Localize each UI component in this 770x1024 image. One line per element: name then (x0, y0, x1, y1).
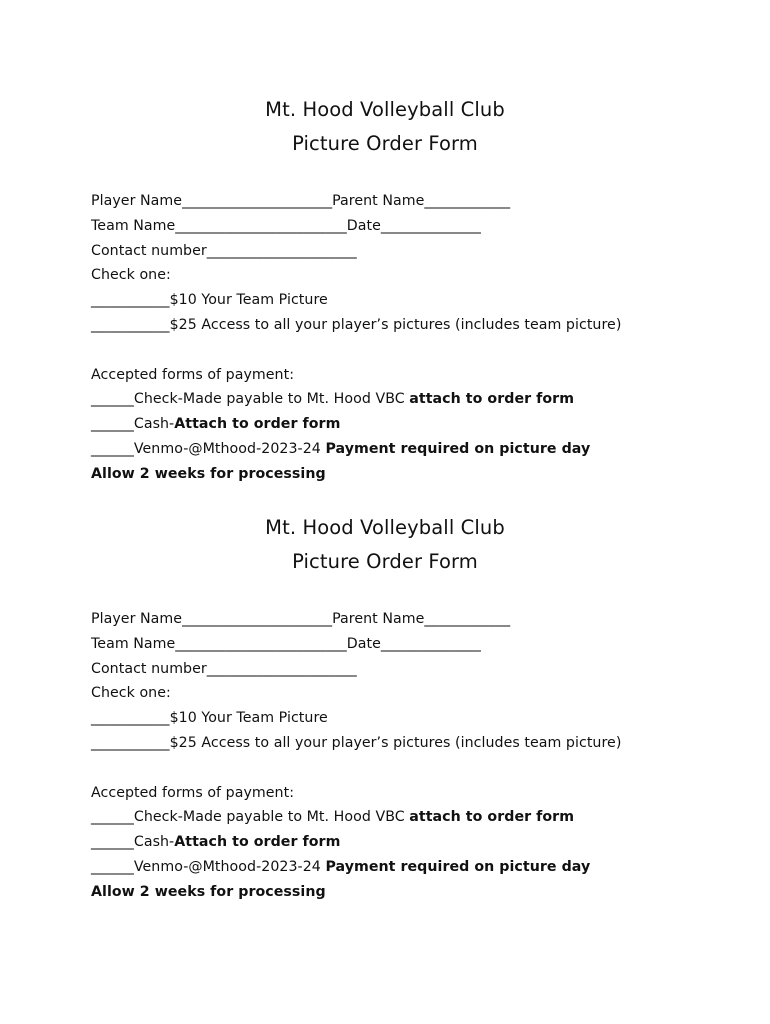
payment-check-text: ______Check-Made payable to Mt. Hood VBC (91, 809, 410, 826)
spacer (91, 338, 621, 363)
payment-check (91, 805, 621, 830)
payment-cash (91, 830, 621, 855)
processing-note: Allow 2 weeks for processing (91, 465, 326, 482)
payment-venmo (91, 855, 621, 880)
order-form-2 (0, 511, 770, 900)
form-fields (91, 607, 621, 905)
option-team-picture: ___________$10 Your Team Picture (91, 292, 328, 309)
payment-cash (91, 412, 621, 437)
club-title: Mt. Hood Volleyball Club (265, 98, 505, 121)
payment-check-note: attach to order form (409, 391, 575, 408)
form-title: Picture Order Form (292, 550, 478, 573)
club-title: Mt. Hood Volleyball Club (265, 516, 505, 539)
team-name-date-line: Team Name________________________Date______________ (91, 217, 481, 234)
order-form-1 (0, 93, 770, 482)
payment-venmo (91, 437, 621, 462)
payment-venmo-text: ______Venmo-@Mthood-2023-24 (91, 440, 326, 457)
payment-cash-note: Attach to order form (174, 834, 341, 851)
payment-cash-note: Attach to order form (174, 416, 341, 433)
contact-number-line: Contact number_____________________ (91, 242, 357, 259)
check-one-label: Check one: (91, 685, 171, 702)
spacer (91, 756, 621, 781)
payment-cash-text: ______Cash- (91, 416, 175, 433)
payment-check (91, 387, 621, 412)
contact-number-line: Contact number_____________________ (91, 660, 357, 677)
form-fields (91, 189, 621, 487)
option-team-picture: ___________$10 Your Team Picture (91, 710, 328, 727)
option-all-pictures: ___________$25 Access to all your player’s pictures (includes team picture) (91, 734, 622, 751)
team-name-date-line: Team Name________________________Date______________ (91, 635, 481, 652)
payment-venmo-note: Payment required on picture day (325, 858, 591, 875)
player-parent-name-line: Player Name_____________________Parent Name____________ (91, 611, 511, 627)
payment-cash-text: ______Cash- (91, 834, 175, 851)
form-title: Picture Order Form (292, 132, 478, 155)
payment-heading: Accepted forms of payment: (91, 784, 295, 801)
player-parent-name-line: Player Name_____________________Parent Name____________ (91, 193, 511, 209)
payment-venmo-note: Payment required on picture day (325, 440, 591, 457)
check-one-label: Check one: (91, 267, 171, 284)
processing-note: Allow 2 weeks for processing (91, 883, 326, 900)
option-all-pictures: ___________$25 Access to all your player’s pictures (includes team picture) (91, 316, 622, 333)
payment-venmo-text: ______Venmo-@Mthood-2023-24 (91, 858, 326, 875)
payment-check-text: ______Check-Made payable to Mt. Hood VBC (91, 391, 410, 408)
payment-heading: Accepted forms of payment: (91, 366, 295, 383)
payment-check-note: attach to order form (409, 809, 575, 826)
